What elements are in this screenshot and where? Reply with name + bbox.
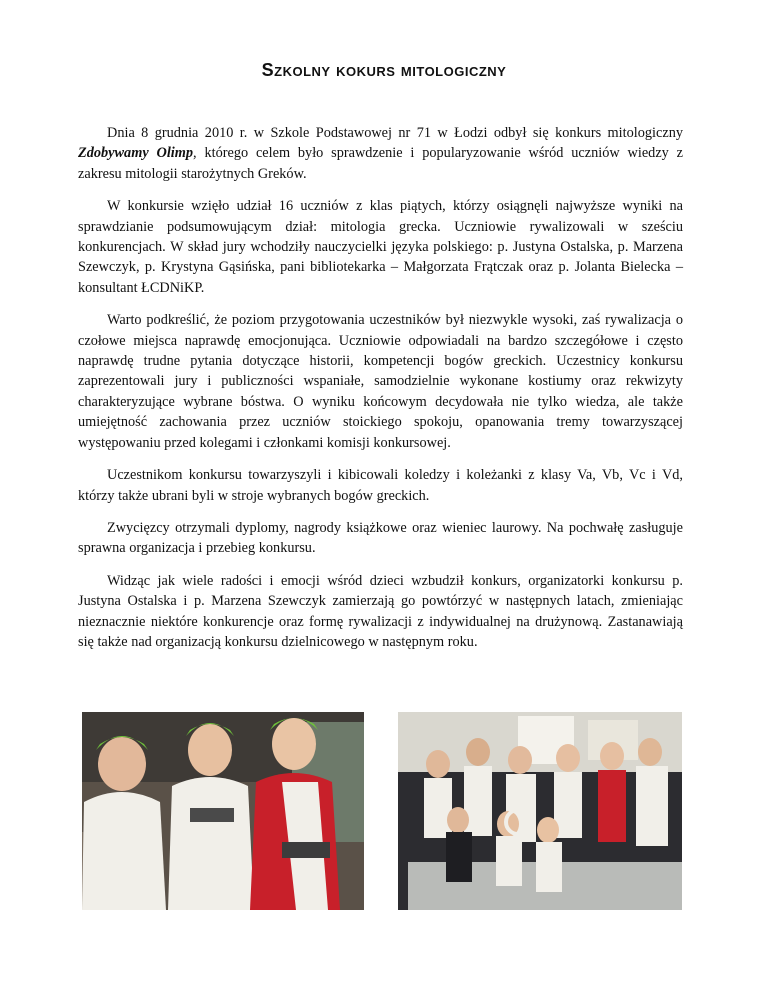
photo-three-students xyxy=(82,712,364,910)
paragraph-supporters: Uczestnikom konkursu towarzyszyli i kibicowali koledzy i koleżanki z klasy Va, Vb, Vc i Vd, którzy także ubrani byli w stroje wybranych bogów greckich. xyxy=(78,467,683,504)
paragraph-intro xyxy=(78,123,683,184)
paragraph-level: Warto podkreślić, że poziom przygotowania uczestników był niezwykle wysoki, zaś rywalizacja o czołowe miejsca naprawdę emocjonująca. Uczniowie odpowiadali na bardzo szczegółowe i często naprawdę trudne pytania dotyczące historii, kompetencji bogów greckich. Uczestnicy konkursu zaprezentowali jury i publiczności wspaniałe, samodzielnie wykonane kostiumy oraz rekwizyty charakteryzujące wybrane bóstwa. O wyniku końcowym decydowała nie tylko wiedza, ale także umiejętność zachowania przez uczniów stoickiego spokoju, opanowania tremy towarzyszącej występowaniu przed kolegami i członkami komisji konkursowej. xyxy=(78,312,683,451)
page-title: Szkolny kokurs mitologiczny xyxy=(261,60,507,80)
paragraph-participants: W konkursie wzięło udział 16 uczniów z klas piątych, którzy osiągnęli najwyższe wyniki na sprawdzianie podsumowującym dział: mitologia grecka. Uczniowie rywalizowali w sześciu konkurencjach. W skład jury wchodziły nauczycielki języka polskiego: p. Justyna Ostalska, p. Marzena Szewczyk, p. Krystyna Gąsińska, pani bibliotekarka – Małgorzata Frątczak oraz p. Jolanta Bielecka – konsultant ŁCDNiKP. xyxy=(78,198,683,296)
contest-name: Zdobywamy Olimp xyxy=(78,145,194,162)
paragraph-prizes: Zwycięzcy otrzymali dyplomy, nagrody książkowe oraz wieniec laurowy. Na pochwałę zasługuje sprawna organizacja i przebieg konkursu. xyxy=(78,519,683,557)
paragraph-text: Dnia 8 grudnia 2010 r. w Szkole Podstawowej nr 71 w Łodzi odbył się konkurs mitologiczny xyxy=(107,125,683,141)
photo-group-costumes xyxy=(398,712,682,910)
photo-gallery xyxy=(78,712,683,910)
paragraph-future: Widząc jak wiele radości i emocji wśród dzieci wzbudził konkurs, organizatorki konkursu p. Justyna Ostalska i p. Marzena Szewczyk zamierzają go powtórzyć w następnych latach, zmieniając nieznacznie niektóre konkurencje oraz formę rywalizacji z indywidualnej na drużynową. Zastanawiają się także nad organizacją konkursu dzielnicowego w następnym roku. xyxy=(78,572,683,650)
paragraph-text: , którego celem było sprawdzenie i popularyzowanie wśród uczniów wiedzy z zakresu mitologii starożytnych Greków. xyxy=(78,145,683,182)
article-body xyxy=(78,123,683,664)
